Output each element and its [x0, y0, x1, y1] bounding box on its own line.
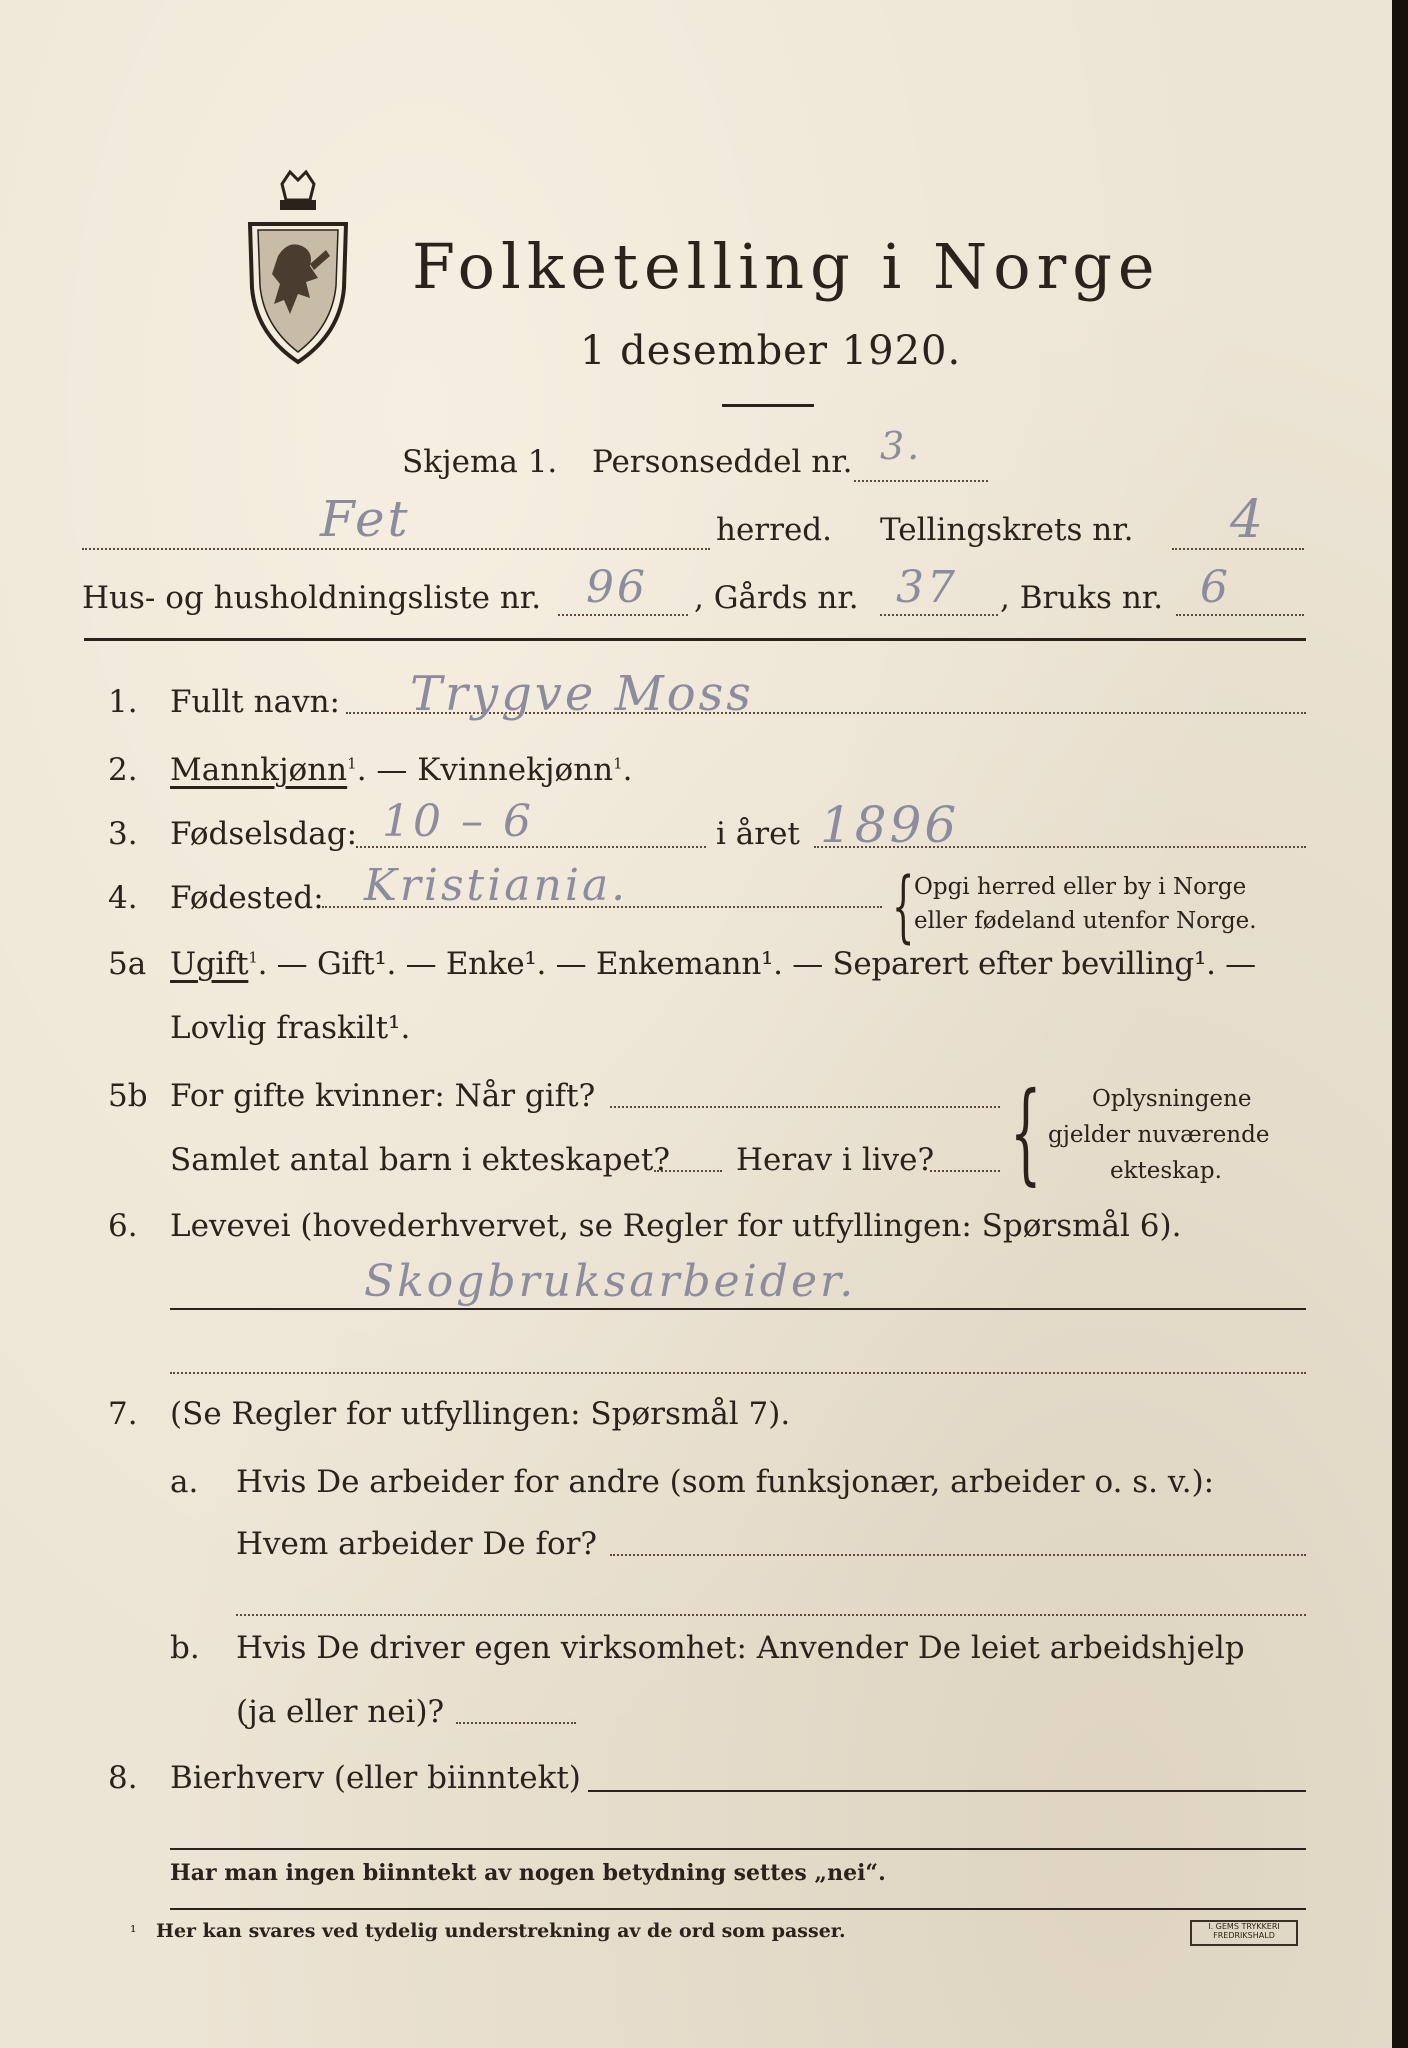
- q8-number: 8.: [108, 1760, 138, 1796]
- printer-stamp: [1190, 1920, 1298, 1946]
- footer-note: Har man ingen biinntekt av nogen betydning settes „nei“.: [170, 1860, 886, 1886]
- printer-name: I. GEMS TRYKKERI: [1208, 1922, 1280, 1931]
- q4-note-line1: Opgi herred eller by i Norge: [914, 874, 1247, 900]
- q7b-label: Hvis De driver egen virksomhet: Anvender De leiet arbeidshjelp: [236, 1630, 1245, 1666]
- q5b-label-children: Samlet antal barn i ekteskapet?: [170, 1142, 670, 1178]
- q7a-line1: [610, 1554, 1306, 1556]
- hus-label: Hus- og husholdningsliste nr.: [82, 580, 542, 616]
- footer-divider: [170, 1908, 1306, 1910]
- q2-separator: . —: [356, 752, 418, 788]
- q5b-note-line1: Oplysningene: [1092, 1086, 1252, 1112]
- q4-number: 4.: [108, 880, 138, 916]
- bruks-label: , Bruks nr.: [1000, 580, 1164, 616]
- q5b-children-line: [654, 1170, 722, 1172]
- q5a-options: Ugift$^1$. — Gift¹. — Enke¹. — Enkemann¹. — Separert efter bevilling¹. —: [170, 946, 1256, 982]
- q4-value[interactable]: Kristiania.: [364, 860, 629, 911]
- q5a-line2[interactable]: Lovlig fraskilt¹.: [170, 1010, 411, 1046]
- printer-city: FREDRIKSHALD: [1213, 1931, 1275, 1940]
- gards-label: , Gårds nr.: [694, 580, 859, 616]
- q6-line2: [170, 1372, 1306, 1374]
- q2-number: 2.: [108, 752, 138, 788]
- bruks-value[interactable]: 6: [1200, 562, 1231, 613]
- q7b-letter: b.: [170, 1630, 200, 1666]
- q2-female-option[interactable]: Kvinnekjønn: [417, 752, 614, 788]
- form-date: 1 desember 1920.: [580, 328, 962, 374]
- tellingskrets-value[interactable]: 4: [1230, 490, 1267, 550]
- q5b-brace: {: [1010, 1068, 1042, 1196]
- personseddel-label: Personseddel nr.: [592, 444, 853, 480]
- q5a-other-options[interactable]: . — Gift¹. — Enke¹. — Enkemann¹. — Separert efter bevilling¹. —: [257, 946, 1256, 982]
- q8-line1: [588, 1790, 1306, 1792]
- q6-line1: [170, 1308, 1306, 1310]
- herred-value[interactable]: Fet: [320, 490, 411, 548]
- norwegian-coat-of-arms-icon: [244, 166, 352, 366]
- q7a-label2: Hvem arbeider De for?: [236, 1526, 598, 1562]
- q3-year-label: i året: [716, 816, 800, 852]
- q6-number: 6.: [108, 1208, 138, 1244]
- header-divider: [84, 638, 1306, 641]
- personseddel-line: [854, 480, 988, 482]
- q6-label: Levevei (hovederhvervet, se Regler for utfyllingen: Spørsmål 6).: [170, 1208, 1182, 1244]
- hus-line: [558, 614, 688, 616]
- q5b-number: 5b: [108, 1078, 148, 1114]
- hus-value[interactable]: 96: [586, 562, 648, 613]
- footnote-mark: ¹: [130, 1922, 137, 1941]
- q1-value[interactable]: Trygve Moss: [410, 666, 754, 722]
- q5b-label-married: For gifte kvinner: Når gift?: [170, 1078, 596, 1114]
- q8-label: Bierhverv (eller biinntekt): [170, 1760, 581, 1796]
- q7b-label2: (ja eller nei)?: [236, 1694, 445, 1730]
- q3-value[interactable]: 10 – 6: [382, 796, 534, 847]
- gards-value[interactable]: 37: [896, 562, 958, 613]
- q7a-letter: a.: [170, 1464, 199, 1500]
- personseddel-value[interactable]: 3.: [880, 424, 923, 468]
- footnote-text: Her kan svares ved tydelig understrekning av de ord som passer.: [156, 1920, 846, 1942]
- gards-line: [880, 614, 998, 616]
- herred-line: [82, 548, 710, 550]
- q3-year-value[interactable]: 1896: [820, 796, 960, 854]
- q4-label: Fødested:: [170, 880, 324, 916]
- q1-number: 1.: [108, 684, 138, 720]
- q7b-line: [456, 1722, 576, 1724]
- q3-label: Fødselsdag:: [170, 816, 358, 852]
- q5b-alive-line: [930, 1170, 1000, 1172]
- q5a-ugift-option[interactable]: Ugift: [170, 946, 249, 982]
- skjema-label: Skjema 1.: [402, 444, 558, 480]
- q5b-note-line2: gjelder nuværende: [1048, 1122, 1270, 1148]
- q2-gender-options: Mannkjønn$^1$. — Kvinnekjønn$^1$.: [170, 752, 633, 788]
- herred-label: herred.: [716, 512, 832, 548]
- q7-label: (Se Regler for utfyllingen: Spørsmål 7).: [170, 1396, 791, 1432]
- form-title: Folketelling i Norge: [412, 230, 1161, 303]
- q7-number: 7.: [108, 1396, 138, 1432]
- q5b-label-alive: Herav i live?: [736, 1142, 935, 1178]
- q4-brace: {: [892, 862, 915, 952]
- q3-number: 3.: [108, 816, 138, 852]
- title-divider: [722, 404, 814, 407]
- q8-line2: [170, 1848, 1306, 1850]
- tellingskrets-label: Tellingskrets nr.: [880, 512, 1134, 548]
- q5b-note-line3: ekteskap.: [1110, 1158, 1222, 1184]
- q1-label: Fullt navn:: [170, 684, 340, 720]
- q7a-label: Hvis De arbeider for andre (som funksjonær, arbeider o. s. v.):: [236, 1464, 1215, 1500]
- q2-male-option[interactable]: Mannkjønn: [170, 752, 348, 788]
- q5b-married-line: [610, 1106, 1000, 1108]
- q4-note-line2: eller fødeland utenfor Norge.: [914, 908, 1257, 934]
- q5a-number: 5a: [108, 946, 147, 982]
- q6-value[interactable]: Skogbruksarbeider.: [364, 1256, 857, 1307]
- bruks-line: [1176, 614, 1304, 616]
- q2-end: .: [622, 752, 633, 788]
- q7a-line2: [236, 1614, 1306, 1616]
